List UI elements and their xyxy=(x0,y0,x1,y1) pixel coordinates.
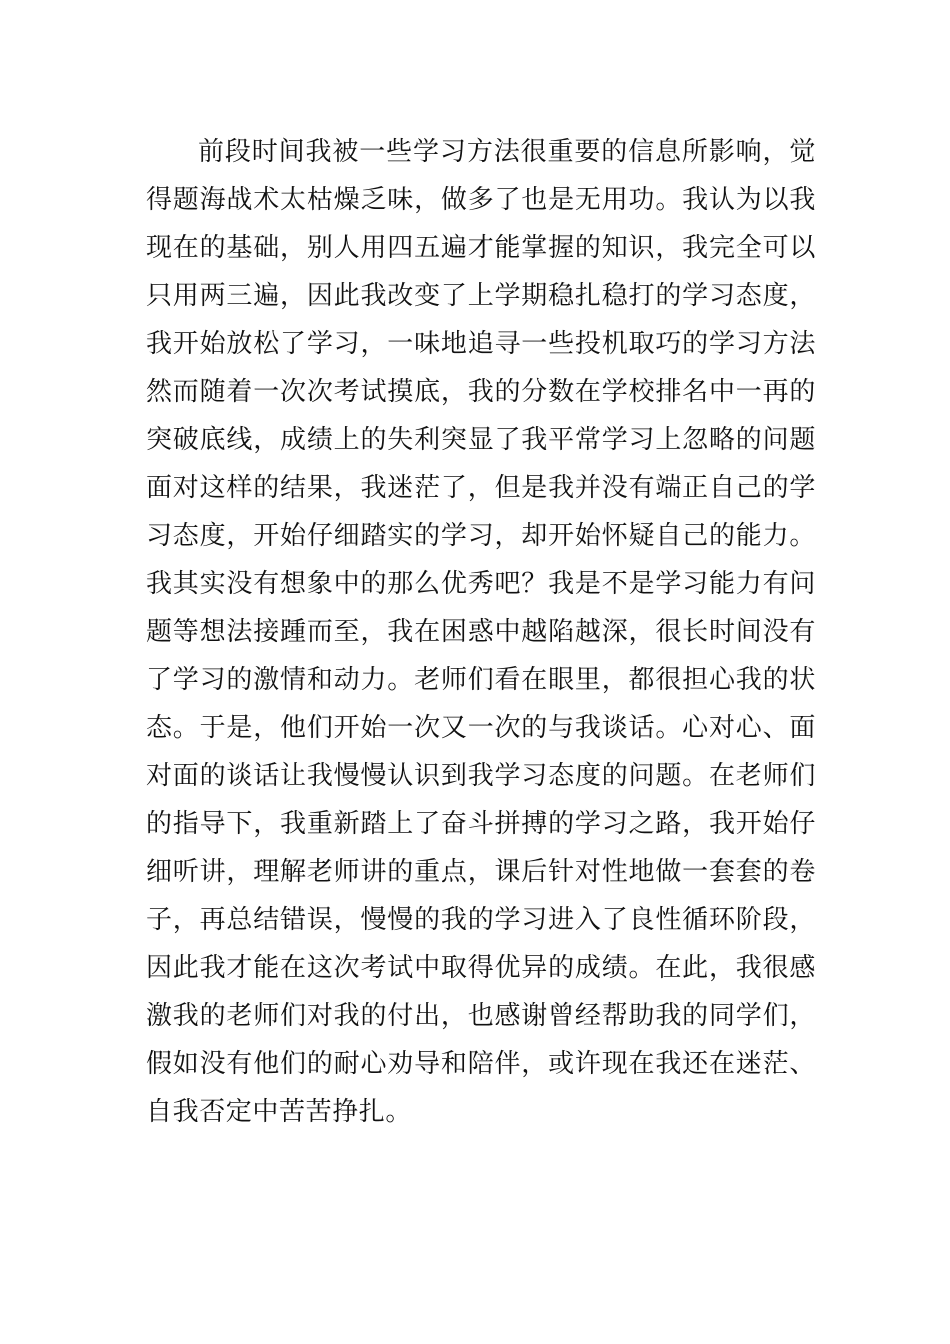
paragraph-line: 只用两三遍，因此我改变了上学期稳扎稳打的学习态度， xyxy=(146,281,816,311)
paragraph-line: 题等想法接踵而至，我在困惑中越陷越深，很长时间没有 xyxy=(146,617,816,647)
paragraph-line: 然而随着一次次考试摸底，我的分数在学校排名中一再的 xyxy=(146,377,816,407)
paragraph-line: 了学习的激情和动力。老师们看在眼里，都很担心我的状 xyxy=(146,665,816,695)
paragraph-line: 习态度，开始仔细踏实的学习，却开始怀疑自己的能力。 xyxy=(146,521,816,551)
paragraph-line: 突破底线，成绩上的失利突显了我平常学习上忽略的问题 xyxy=(146,425,816,455)
paragraph-line: 我其实没有想象中的那么优秀吧？我是不是学习能力有问 xyxy=(146,569,816,599)
body-paragraph xyxy=(146,128,816,1136)
paragraph-line: 因此我才能在这次考试中取得优异的成绩。在此，我很感 xyxy=(146,953,816,983)
paragraph-line: 面对这样的结果，我迷茫了，但是我并没有端正自己的学 xyxy=(146,473,816,503)
paragraph-line: 自我否定中苦苦挣扎。 xyxy=(146,1097,413,1127)
paragraph-line: 对面的谈话让我慢慢认识到我学习态度的问题。在老师们 xyxy=(146,761,816,791)
paragraph-line: 现在的基础，别人用四五遍才能掌握的知识，我完全可以 xyxy=(146,233,816,263)
paragraph-line: 得题海战术太枯燥乏味，做多了也是无用功。我认为以我 xyxy=(146,185,816,215)
paragraph-line: 激我的老师们对我的付出，也感谢曾经帮助我的同学们， xyxy=(146,1001,816,1031)
paragraph-line: 假如没有他们的耐心劝导和陪伴，或许现在我还在迷茫、 xyxy=(146,1049,816,1079)
paragraph-line: 的指导下，我重新踏上了奋斗拼搏的学习之路，我开始仔 xyxy=(146,809,816,839)
paragraph-line: 前段时间我被一些学习方法很重要的信息所影响，觉 xyxy=(198,137,816,167)
paragraph-line: 我开始放松了学习，一味地追寻一些投机取巧的学习方法 xyxy=(146,329,816,359)
paragraph-line: 细听讲，理解老师讲的重点，课后针对性地做一套套的卷 xyxy=(146,857,816,887)
paragraph-line: 态。于是，他们开始一次又一次的与我谈话。心对心、面 xyxy=(146,713,816,743)
paragraph-line: 子，再总结错误，慢慢的我的学习进入了良性循环阶段， xyxy=(146,905,816,935)
